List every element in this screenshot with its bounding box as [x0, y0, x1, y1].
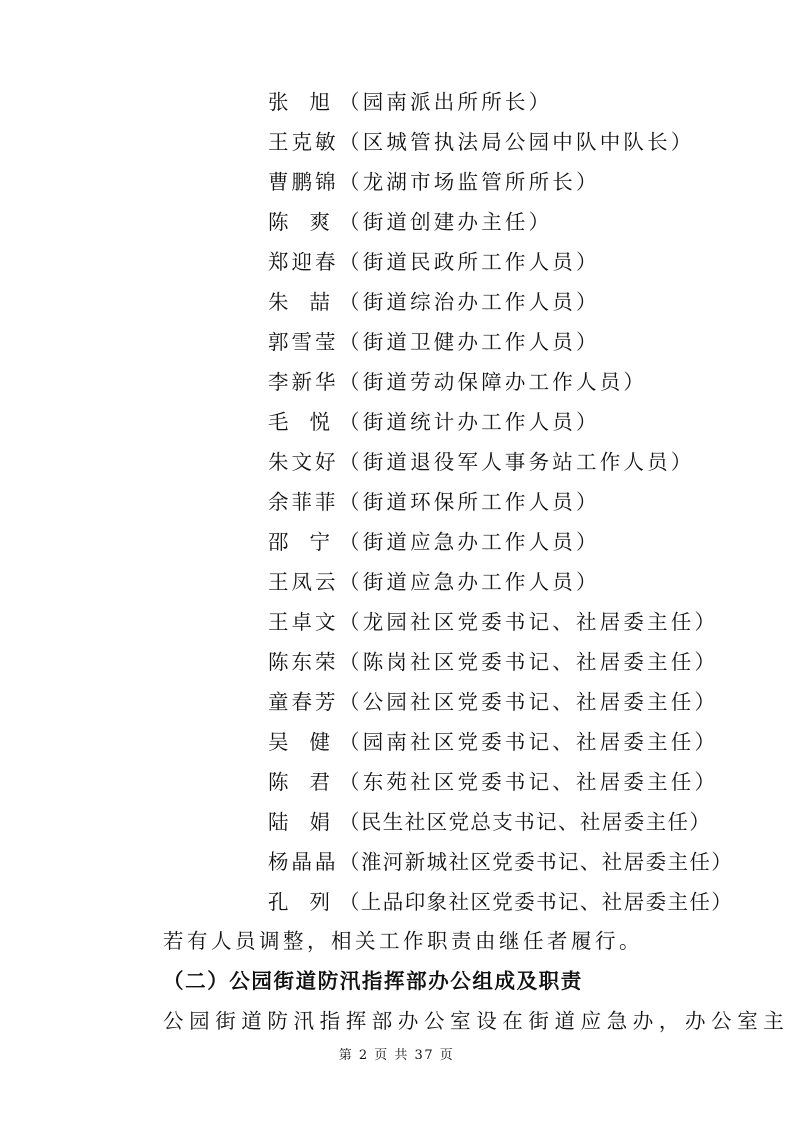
- list-item: [268, 242, 708, 282]
- member-role: （街道退役军人事务站工作人员）: [339, 450, 695, 474]
- member-name: 毛悦: [268, 410, 330, 434]
- body-paragraph: 公园街道防汛指挥部办公室设在街道应急办，办公室主: [163, 1009, 790, 1033]
- member-name: 杨晶晶: [268, 850, 339, 874]
- member-name: 朱喆: [268, 290, 330, 314]
- member-name: 陈东荣: [268, 650, 339, 674]
- succession-note: 若有人员调整，相关工作职责由继任者履行。: [163, 929, 643, 953]
- list-item: [268, 682, 719, 722]
- member-role: （园南派出所所长）: [339, 90, 553, 114]
- member-role: （街道统计办工作人员）: [339, 410, 600, 434]
- member-name: 王克敏: [268, 130, 339, 154]
- list-item: [268, 322, 708, 362]
- member-role: （上品印象社区党委书记、社居委主任）: [339, 890, 734, 914]
- list-item: [268, 762, 719, 802]
- member-role: （园南社区党委书记、社居委主任）: [339, 730, 719, 754]
- member-name: 童春芳: [268, 690, 339, 714]
- member-role: （街道卫健办工作人员）: [339, 330, 600, 354]
- member-role: （淮河新城社区党委书记、社居委主任）: [339, 850, 734, 874]
- member-role: （民生社区党总支书记、社居委主任）: [339, 810, 712, 834]
- list-item: [268, 482, 708, 522]
- member-role: （龙园社区党委书记、社居委主任）: [339, 610, 719, 634]
- member-name: 李新华: [268, 370, 339, 394]
- list-item: [268, 882, 734, 922]
- member-role: （街道民政所工作人员）: [339, 250, 600, 274]
- member-name: 吴健: [268, 730, 330, 754]
- list-item: [268, 162, 708, 202]
- member-name: 郭雪莹: [268, 330, 339, 354]
- list-item: [268, 802, 712, 842]
- list-item: [268, 722, 719, 762]
- member-role: （街道应急办工作人员）: [339, 570, 600, 594]
- member-role: （街道环保所工作人员）: [339, 490, 600, 514]
- member-name: 曹鹏锦: [268, 170, 339, 194]
- list-item: [268, 642, 719, 682]
- member-role: （街道应急办工作人员）: [339, 530, 600, 554]
- list-item: [268, 842, 734, 882]
- page-number-footer: 第 2 页 共 37 页: [338, 1048, 455, 1063]
- list-item: [268, 282, 708, 322]
- member-role: （公园社区党委书记、社居委主任）: [339, 690, 719, 714]
- list-item: [268, 562, 708, 602]
- list-item: [268, 82, 708, 122]
- member-name: 郑迎春: [268, 250, 339, 274]
- member-role: （陈岗社区党委书记、社居委主任）: [339, 650, 719, 674]
- member-role: （街道综治办工作人员）: [339, 290, 600, 314]
- list-item: [268, 522, 708, 562]
- member-name: 陈君: [268, 770, 330, 794]
- list-item: [268, 442, 708, 482]
- list-item: [268, 122, 708, 162]
- list-item: [268, 362, 708, 402]
- member-name: 张旭: [268, 90, 330, 114]
- member-role: （区城管执法局公园中队中队长）: [339, 130, 695, 154]
- member-list: [268, 82, 734, 922]
- section-heading: （二）公园街道防汛指挥部办公组成及职责: [163, 969, 583, 993]
- member-role: （街道劳动保障办工作人员）: [339, 370, 648, 394]
- list-item: [268, 602, 719, 642]
- member-name: 陈爽: [268, 210, 330, 234]
- member-name: 余菲菲: [268, 490, 339, 514]
- member-name: 王凤云: [268, 570, 339, 594]
- member-name: 邵宁: [268, 530, 330, 554]
- member-name: 王卓文: [268, 610, 339, 634]
- list-item: [268, 202, 708, 242]
- list-item: [268, 402, 708, 442]
- member-name: 陆娟: [268, 810, 330, 834]
- member-role: （龙湖市场监管所所长）: [339, 170, 600, 194]
- member-name: 朱文好: [268, 450, 339, 474]
- member-name: 孔列: [268, 890, 330, 914]
- member-role: （街道创建办主任）: [339, 210, 553, 234]
- member-role: （东苑社区党委书记、社居委主任）: [339, 770, 719, 794]
